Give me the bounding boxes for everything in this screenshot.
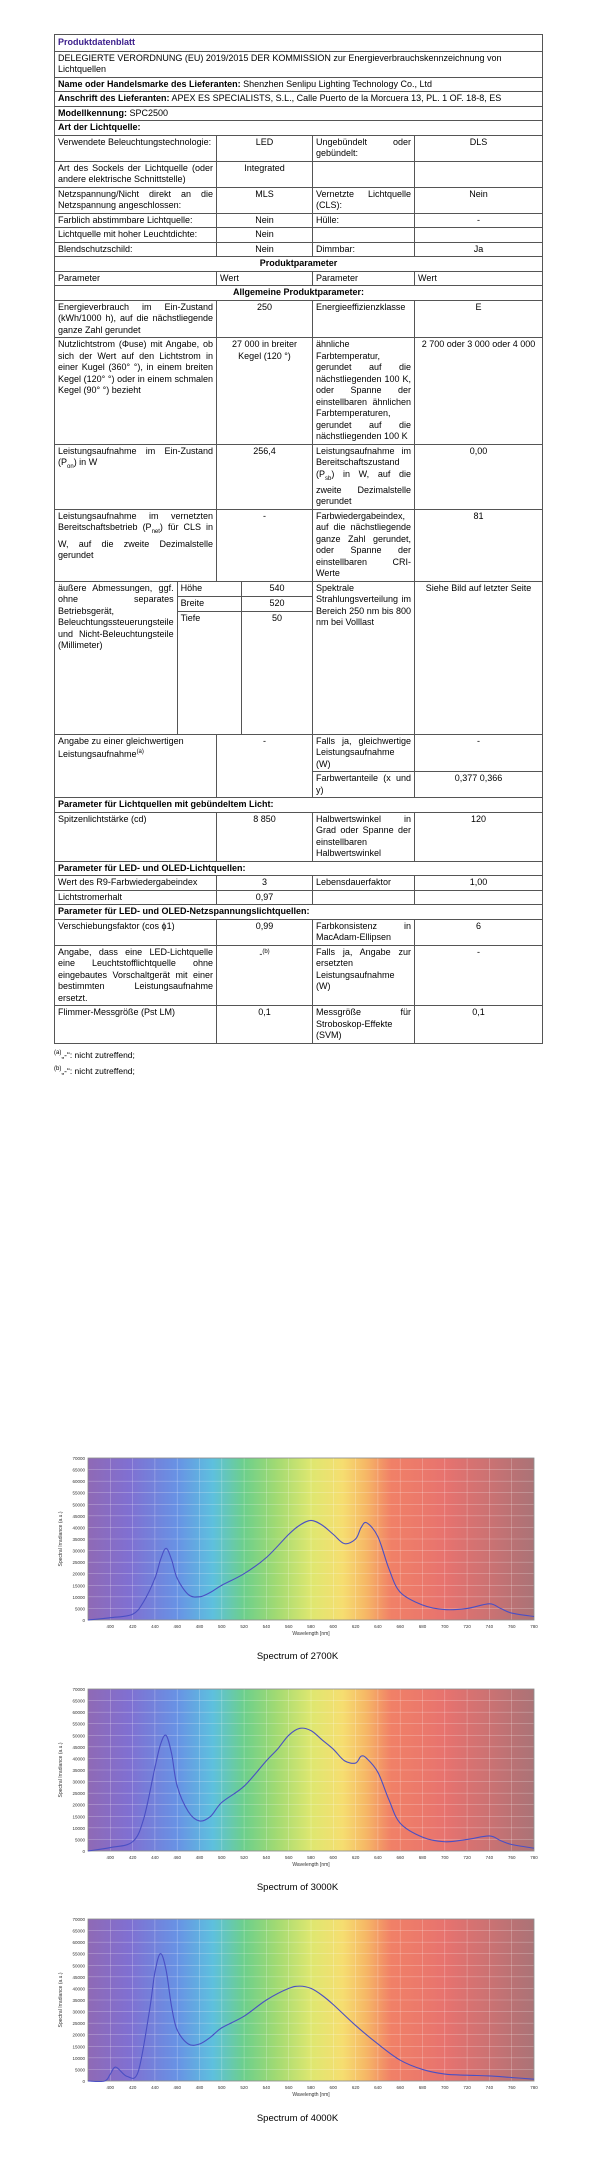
beam-angle-value: 120: [415, 812, 543, 861]
supplier-address-label: Anschrift des Lieferanten:: [58, 93, 170, 103]
footnote-mark: (a): [54, 1049, 62, 1056]
dimensions-table: [55, 582, 312, 734]
retrofit-power-label: Falls ja, Angabe zur ersetzten Leistungsaufnahme (W): [313, 945, 415, 1006]
y-tick-label: 20000: [72, 1571, 85, 1577]
y-tick-label: 10000: [72, 1825, 85, 1831]
footnote-mark: (a): [136, 749, 144, 756]
light-type-row: [55, 187, 543, 213]
x-tick-label: 440: [151, 1624, 159, 1629]
spectrum-chart-3000k: [54, 1683, 542, 1875]
retrofit-power-value: -: [415, 945, 543, 1006]
light-type-label: Farblich abstimmbare Lichtquelle:: [55, 213, 217, 228]
model-label: Modellkennung:: [58, 107, 127, 118]
dimension-name: Höhe: [177, 582, 241, 596]
y-tick-label: 5000: [74, 1606, 85, 1612]
p-on-sub: on: [67, 463, 74, 470]
dimension-value: 520: [241, 596, 312, 611]
supplier-name: Shenzhen Senlipu Lighting Technology Co., Ltd: [243, 78, 433, 89]
dimension-value: 50: [271, 612, 282, 623]
x-tick-label: 620: [351, 2085, 360, 2090]
mains-params-heading: Parameter für LED- und OLED-Netzspannungslichtquellen:: [55, 905, 543, 920]
supplier-address-row: [55, 92, 543, 107]
light-type-value: LED: [217, 135, 313, 161]
x-tick-label: 540: [262, 1624, 271, 1629]
x-tick-label: 460: [173, 1624, 181, 1629]
param-row: [55, 734, 543, 772]
column-header: Parameter: [55, 271, 217, 286]
y-tick-label: 55000: [72, 1721, 85, 1727]
displacement-factor-label: Verschiebungsfaktor (cos ϕ1): [55, 919, 217, 945]
x-tick-label: 440: [151, 1855, 159, 1860]
footnote-mark: (b): [262, 948, 270, 955]
regulation-text: DELEGIERTE VERORDNUNG (EU) 2019/2015 DER KOMMISSION zur Energieverbrauchskennzeichnung von Lichtquellen: [55, 51, 543, 77]
y-tick-label: 40000: [72, 1756, 85, 1762]
r9-value: 3: [217, 876, 313, 891]
x-tick-label: 640: [374, 1624, 382, 1629]
light-type-value: DLS: [415, 135, 543, 161]
y-tick-label: 60000: [72, 1940, 85, 1946]
x-tick-label: 560: [284, 1624, 293, 1629]
y-tick-label: 15000: [72, 2044, 85, 2050]
spectral-label: Spektrale Strahlungsverteilung im Bereich 250 nm bis 800 nm bei Volllast: [313, 581, 415, 734]
spectral-value: Siehe Bild auf letzter Seite: [415, 581, 543, 734]
chromaticity-label: Farbwertanteile (x und y): [313, 772, 415, 798]
model-id: SPC2500: [129, 107, 169, 118]
param-row: [55, 812, 543, 861]
x-tick-label: 740: [485, 1855, 494, 1860]
column-header: Wert: [415, 271, 543, 286]
x-tick-label: 500: [218, 2085, 226, 2090]
y-tick-label: 25000: [72, 2021, 85, 2027]
light-type-value: Nein: [217, 213, 313, 228]
light-type-label: Ungebündelt oder gebündelt:: [313, 135, 415, 161]
y-tick-label: 65000: [72, 1467, 85, 1473]
y-tick-label: 15000: [72, 1814, 85, 1820]
x-tick-label: 540: [262, 1855, 271, 1860]
y-axis-label: Spectral Irradiance (a.u.): [58, 1511, 64, 1567]
y-tick-label: 45000: [72, 1974, 85, 1980]
light-type-label: Blendschutzschild:: [55, 242, 217, 257]
lumen-maintenance-label: Lichtstromerhalt: [55, 890, 217, 905]
param-row: [55, 338, 543, 445]
y-tick-label: 0: [82, 1849, 85, 1854]
p-net-label: [55, 509, 217, 581]
column-header-row: [55, 271, 543, 286]
x-tick-label: 400: [106, 2085, 115, 2090]
light-type-label: Verwendete Beleuchtungstechnologie:: [55, 135, 217, 161]
y-tick-label: 55000: [72, 1951, 85, 1957]
y-tick-label: 30000: [72, 1548, 85, 1554]
x-tick-label: 660: [396, 2085, 404, 2090]
p-sb-prefix: Leistungsaufnahme im Bereitschaftszustand (P: [316, 445, 411, 479]
light-type-value: Nein: [217, 228, 313, 243]
dimension-name: Breite: [177, 596, 241, 611]
x-tick-label: 680: [418, 1855, 427, 1860]
param-value: 250: [217, 300, 313, 338]
x-tick-label: 460: [173, 1855, 181, 1860]
peak-intensity-value: 8 850: [217, 812, 313, 861]
y-axis-label: Spectral Irradiance (a.u.): [58, 1742, 64, 1798]
param-value: 27 000 in breiter Kegel (120 °): [217, 338, 313, 445]
param-label: Energieverbrauch im Ein-Zustand (kWh/1000 h), auf die nächstliegende ganze Zahl gerundet: [55, 300, 217, 338]
p-on-value: 256,4: [217, 444, 313, 509]
spectrum-svg: [54, 1913, 542, 2100]
y-tick-label: 15000: [72, 1583, 85, 1589]
p-on-prefix: Leistungsaufnahme im Ein-Zustand (P: [58, 445, 213, 467]
y-tick-label: 20000: [72, 2032, 85, 2038]
y-tick-label: 35000: [72, 1537, 85, 1542]
product-datasheet: [54, 34, 542, 1077]
survival-factor-label: Lebensdauerfaktor: [313, 876, 415, 891]
x-tick-label: 640: [374, 2085, 382, 2090]
x-tick-label: 440: [151, 2085, 159, 2090]
peak-intensity-label: Spitzenlichtstärke (cd): [55, 812, 217, 861]
x-tick-label: 600: [329, 2085, 338, 2090]
y-tick-label: 10000: [72, 2055, 85, 2061]
y-tick-label: 45000: [72, 1744, 85, 1750]
survival-factor-value: 1,00: [415, 876, 543, 891]
footnote-b: [54, 1062, 542, 1078]
light-type-value: -: [415, 213, 543, 228]
spectrum-svg: [54, 1452, 542, 1639]
y-tick-label: 5000: [74, 2067, 85, 2073]
y-tick-label: 70000: [72, 1687, 85, 1692]
x-tick-label: 600: [329, 1624, 338, 1629]
y-axis-label: Spectral Irradiance (a.u.): [58, 1972, 64, 2028]
dimensions-label: äußere Abmessungen, ggf. ohne separates Betriebsgerät, Beleuchtungssteuerungsteile und Nicht-Beleuchtungsteile (Millimeter): [55, 582, 177, 734]
y-tick-label: 70000: [72, 1456, 85, 1461]
y-tick-label: 10000: [72, 1594, 85, 1600]
light-type-row: [55, 135, 543, 161]
x-tick-label: 700: [441, 1855, 449, 1860]
light-type-value: Nein: [217, 242, 313, 257]
light-type-label: [313, 161, 415, 187]
param-row: [55, 300, 543, 338]
page-title: Produktdatenblatt: [55, 35, 543, 52]
spectrum-caption: Spectrum of 4000K: [256, 2113, 339, 2124]
x-tick-label: 720: [463, 1624, 471, 1629]
param-row: [55, 945, 543, 1006]
equiv-label: [55, 734, 217, 798]
flicker-label: Flimmer-Messgröße (Pst LM): [55, 1006, 217, 1044]
model-row: [55, 106, 543, 121]
svm-value: 0,1: [415, 1006, 543, 1044]
light-type-value: MLS: [217, 187, 313, 213]
light-type-label: [313, 228, 415, 243]
param-value: 2 700 oder 3 000 oder 4 000: [415, 338, 543, 445]
retrofit-value-text: -: [259, 948, 263, 959]
x-axis-label: Wavelength [nm]: [292, 2092, 330, 2098]
x-tick-label: 760: [507, 2085, 516, 2090]
x-tick-label: 780: [530, 1624, 538, 1629]
param-row: [55, 919, 543, 945]
y-tick-label: 25000: [72, 1560, 85, 1566]
x-tick-label: 600: [329, 1855, 338, 1860]
x-tick-label: 620: [351, 1624, 360, 1629]
param-row: [55, 444, 543, 509]
param-label: Nutzlichtstrom (Φuse) mit Angabe, ob sich der Wert auf den Lichtstrom in einer Kugel (360° °), in einem breiten Kegel (120° °) oder in einem schmalen Kegel (90° °) bezieht: [55, 338, 217, 445]
equiv-label-text: Angabe zu einer gleichwertigen Leistungsaufnahme: [58, 735, 184, 760]
param-row: [55, 581, 543, 734]
light-type-label: Dimmbar:: [313, 242, 415, 257]
y-tick-label: 40000: [72, 1986, 85, 1992]
x-tick-label: 740: [485, 2085, 494, 2090]
x-tick-label: 580: [307, 2085, 315, 2090]
p-sb-label: [313, 444, 415, 509]
light-type-row: [55, 213, 543, 228]
p-net-value: -: [217, 509, 313, 581]
y-tick-label: 45000: [72, 1513, 85, 1519]
param-value: E: [415, 300, 543, 338]
y-tick-label: 35000: [72, 1768, 85, 1773]
dimension-value: 540: [241, 582, 312, 596]
empty-cell: [313, 890, 415, 905]
footnote-text: „-“: nicht zutreffend;: [61, 1049, 135, 1060]
x-tick-label: 540: [262, 2085, 271, 2090]
light-type-row: [55, 228, 543, 243]
x-tick-label: 760: [507, 1624, 516, 1629]
x-tick-label: 400: [106, 1855, 115, 1860]
y-tick-label: 65000: [72, 1928, 85, 1934]
x-axis-label: Wavelength [nm]: [292, 1631, 330, 1637]
x-tick-label: 520: [240, 1624, 248, 1629]
x-tick-label: 420: [128, 2085, 137, 2090]
spectrum-caption: Spectrum of 3000K: [256, 1882, 339, 1893]
light-type-value: Ja: [415, 242, 543, 257]
retrofit-label: Angabe, dass eine LED-Lichtquelle eine Leuchtstofflichtquelle ohne eingebautes Vorschaltgerät mit einer bestimmten Leistungsaufnahme ersetzt.: [55, 945, 217, 1006]
svm-label: Messgröße für Stroboskop-Effekte (SVM): [313, 1006, 415, 1044]
chromaticity-value: 0,377 0,366: [415, 772, 543, 798]
x-tick-label: 780: [530, 1855, 538, 1860]
p-sb-sub: sb: [325, 475, 332, 482]
x-tick-label: 500: [218, 1855, 226, 1860]
footnote-mark: (b): [54, 1065, 62, 1072]
light-type-value: [415, 228, 543, 243]
light-type-label: Lichtquelle mit hoher Leuchtdichte:: [55, 228, 217, 243]
light-type-value: Integrated: [217, 161, 313, 187]
y-tick-label: 50000: [72, 1502, 85, 1508]
p-net-sub: net: [151, 529, 160, 536]
y-tick-label: 35000: [72, 1998, 85, 2003]
light-type-row: [55, 242, 543, 257]
flicker-value: 0,1: [217, 1006, 313, 1044]
y-tick-label: 30000: [72, 1779, 85, 1785]
x-tick-label: 780: [530, 2085, 538, 2090]
general-params-heading: Allgemeine Produktparameter:: [55, 286, 543, 301]
supplier-address: APEX ES SPECIALISTS, S.L., Calle Puerto de la Morcuera 13, PL. 1 OF. 18-8, ES: [171, 93, 502, 103]
r9-label: Wert des R9-Farbwiedergabeindex: [55, 876, 217, 891]
x-tick-label: 720: [463, 2085, 471, 2090]
y-tick-label: 25000: [72, 1791, 85, 1797]
equiv-value: -: [217, 734, 313, 798]
x-axis-label: Wavelength [nm]: [292, 1862, 330, 1868]
directional-heading: Parameter für Lichtquellen mit gebündeltem Licht:: [55, 798, 543, 813]
dimension-name: Tiefe: [177, 611, 241, 734]
param-row: [55, 1006, 543, 1044]
x-tick-label: 500: [218, 1624, 226, 1629]
cri-value: 81: [415, 509, 543, 581]
equiv-power-label: Falls ja, gleichwertige Leistungsaufnahme (W): [313, 734, 415, 772]
x-tick-label: 560: [284, 1855, 293, 1860]
p-net-suffix: ) für CLS in W, auf die zweite Dezimalstelle gerundet: [58, 522, 214, 561]
beam-angle-label: Halbwertswinkel in Grad oder Spanne der einstellbaren Halbwertswinkel: [313, 812, 415, 861]
x-tick-label: 480: [195, 2085, 204, 2090]
x-tick-label: 700: [441, 2085, 449, 2090]
y-tick-label: 70000: [72, 1917, 85, 1922]
x-tick-label: 740: [485, 1624, 494, 1629]
y-tick-label: 60000: [72, 1479, 85, 1485]
light-type-value: [415, 161, 543, 187]
param-label: ähnliche Farbtemperatur, gerundet auf die nächstliegenden 100 K, oder Spanne der einstellbaren ähnlichen Farbtemperaturen, gerundet auf die nächstliegenden 100 K: [313, 338, 415, 445]
column-header: Wert: [217, 271, 313, 286]
y-tick-label: 40000: [72, 1525, 85, 1531]
x-tick-label: 640: [374, 1855, 382, 1860]
footnote-a: [54, 1046, 542, 1062]
supplier-name-label: Name oder Handelsmarke des Lieferanten:: [58, 78, 241, 89]
param-row: [55, 890, 543, 905]
x-tick-label: 680: [418, 1624, 427, 1629]
y-tick-label: 5000: [74, 1837, 85, 1843]
y-tick-label: 0: [82, 1618, 85, 1623]
x-tick-label: 760: [507, 1855, 516, 1860]
footnotes: [54, 1046, 542, 1078]
column-header: Parameter: [313, 271, 415, 286]
x-tick-label: 680: [418, 2085, 427, 2090]
y-tick-label: 60000: [72, 1710, 85, 1716]
x-tick-label: 580: [307, 1855, 315, 1860]
x-tick-label: 460: [173, 2085, 181, 2090]
macadam-label: Farbkonsistenz in MacAdam-Ellipsen: [313, 919, 415, 945]
x-tick-label: 660: [396, 1624, 404, 1629]
cri-label: Farbwiedergabeindex, auf die nächstliegende ganze Zahl gerundet, oder Spanne der einstellbaren CRI-Werte: [313, 509, 415, 581]
light-type-label: Hülle:: [313, 213, 415, 228]
x-tick-label: 620: [351, 1855, 360, 1860]
x-tick-label: 720: [463, 1855, 471, 1860]
x-tick-label: 420: [128, 1624, 137, 1629]
y-tick-label: 0: [82, 2079, 85, 2084]
y-tick-label: 50000: [72, 1733, 85, 1739]
lumen-maintenance-value: 0,97: [217, 890, 313, 905]
x-tick-label: 480: [195, 1624, 204, 1629]
dimensions-cell: [55, 581, 313, 734]
x-tick-label: 660: [396, 1855, 404, 1860]
footnote-text: „-“: nicht zutreffend;: [61, 1065, 135, 1076]
x-tick-label: 400: [106, 1624, 115, 1629]
x-tick-label: 700: [441, 1624, 449, 1629]
light-type-label: Netzspannung/Nicht direkt an die Netzspannung angeschlossen:: [55, 187, 217, 213]
displacement-factor-value: 0,99: [217, 919, 313, 945]
param-row: [55, 876, 543, 891]
x-tick-label: 420: [128, 1855, 137, 1860]
y-tick-label: 30000: [72, 2009, 85, 2015]
param-row: [55, 509, 543, 581]
supplier-name-row: [55, 77, 543, 92]
x-tick-label: 480: [195, 1855, 204, 1860]
x-tick-label: 520: [240, 1855, 248, 1860]
p-on-suffix: ) in W: [73, 457, 98, 467]
x-tick-label: 560: [284, 2085, 293, 2090]
light-type-label: Art des Sockels der Lichtquelle (oder andere elektrische Schnittstelle): [55, 161, 217, 187]
p-net-prefix: Leistungsaufnahme im vernetzten Bereitschaftsbetrieb (P: [58, 510, 213, 533]
light-type-label: Vernetzte Lichtquelle (CLS):: [313, 187, 415, 213]
x-tick-label: 520: [240, 2085, 248, 2090]
y-tick-label: 20000: [72, 1802, 85, 1808]
p-sb-suffix: ) in W, auf die zweite Dezimalstelle gerundet: [316, 468, 411, 507]
light-type-value: Nein: [415, 187, 543, 213]
empty-cell: [415, 890, 543, 905]
light-type-heading: Art der Lichtquelle:: [55, 121, 543, 136]
equiv-power-value: -: [415, 734, 543, 772]
y-tick-label: 55000: [72, 1490, 85, 1496]
spectrum-caption: Spectrum of 2700K: [256, 1651, 339, 1662]
param-label: Energieeffizienzklasse: [313, 300, 415, 338]
y-tick-label: 65000: [72, 1698, 85, 1704]
spectrum-svg: [54, 1683, 542, 1870]
y-tick-label: 50000: [72, 1963, 85, 1969]
spectrum-chart-2700k: [54, 1452, 542, 1644]
datasheet-table: [54, 34, 543, 1044]
p-on-label: [55, 444, 217, 509]
macadam-value: 6: [415, 919, 543, 945]
spectrum-chart-4000k: [54, 1913, 542, 2105]
led-params-heading: Parameter für LED- und OLED-Lichtquellen:: [55, 861, 543, 876]
x-tick-label: 580: [307, 1624, 315, 1629]
retrofit-value: [217, 945, 313, 1006]
light-type-row: [55, 161, 543, 187]
p-sb-value: 0,00: [415, 444, 543, 509]
product-params-heading: Produktparameter: [55, 257, 543, 272]
